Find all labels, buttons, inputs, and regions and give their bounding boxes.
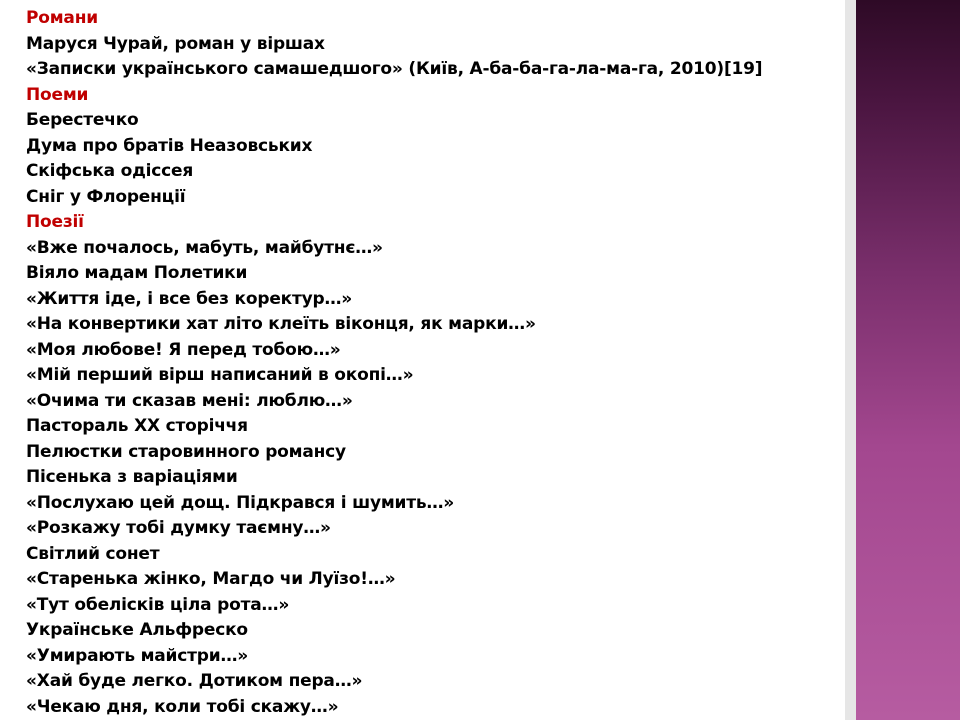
list-item: «Умирають майстри…» xyxy=(26,645,249,666)
list-item: Сніг у Флоренції xyxy=(26,186,186,207)
section-heading-poems: Поеми xyxy=(26,84,89,105)
list-item: «Хай буде легко. Дотиком пера…» xyxy=(26,671,363,691)
list-item: Берестечко xyxy=(26,110,139,130)
list-item: Пелюстки старовинного романсу xyxy=(26,441,346,462)
list-item: Світлий сонет xyxy=(26,543,160,564)
decorative-side-panel xyxy=(856,0,960,720)
list-item: Віяло мадам Полетики xyxy=(26,263,248,283)
section-heading-novels: Романи xyxy=(26,8,98,28)
list-item: «Послухаю цей дощ. Підкрався і шумить…» xyxy=(26,492,455,513)
list-item: «Вже почалось, мабуть, майбутнє…» xyxy=(26,237,383,258)
list-item: Пісенька з варіаціями xyxy=(26,467,238,487)
list-item: «На конвертики хат літо клеїть віконця, як марки…» xyxy=(26,314,536,334)
list-item: Маруся Чурай, роман у віршах xyxy=(26,33,325,54)
works-list xyxy=(26,6,836,720)
list-item: «Записки українського самашедшого» (Київ, А-ба-ба-га-ла-ма-га, 2010)[19] xyxy=(26,59,763,79)
divider-strip xyxy=(845,0,856,720)
list-item: «Чекаю дня, коли тобі скажу…» xyxy=(26,696,339,717)
list-item: Українське Альфреско xyxy=(26,620,248,640)
list-item: «Тут обелісків ціла рота…» xyxy=(26,594,290,615)
list-item: «Очима ти сказав мені: люблю…» xyxy=(26,390,353,411)
list-item: Пастораль XX сторіччя xyxy=(26,416,248,436)
list-item: «Життя іде, і все без коректур…» xyxy=(26,288,353,309)
section-heading-poetry: Поезії xyxy=(26,212,84,232)
list-item: «Моя любове! Я перед тобою…» xyxy=(26,339,341,360)
list-item: Скіфська одіссея xyxy=(26,161,194,181)
list-item: «Мій перший вірш написаний в окопі…» xyxy=(26,365,414,385)
list-item: «Розкажу тобі думку таємну…» xyxy=(26,518,331,538)
list-item: Дума про братів Неазовських xyxy=(26,135,313,156)
list-item: «Старенька жінко, Магдо чи Луїзо!…» xyxy=(26,569,396,589)
